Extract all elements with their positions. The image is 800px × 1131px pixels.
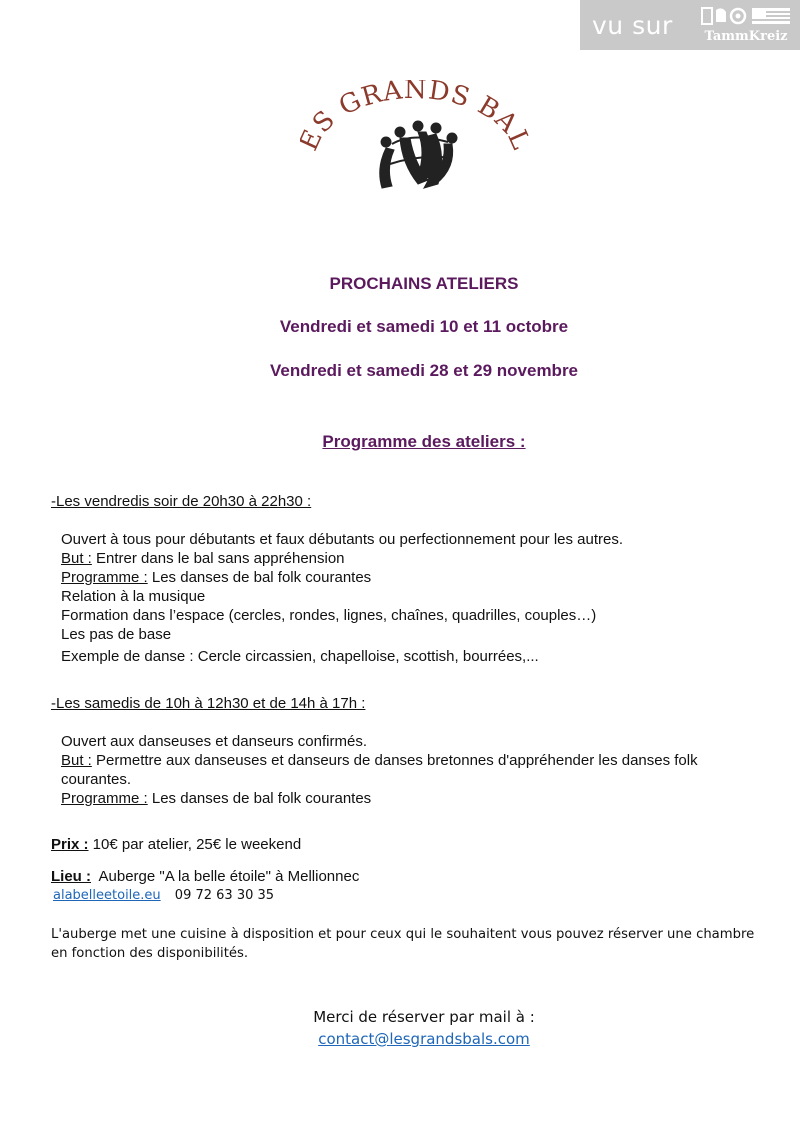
badge-text: vu sur	[592, 10, 673, 40]
lieu-label: Lieu :	[51, 868, 91, 885]
prix-text: 10€ par atelier, 25€ le weekend	[88, 836, 302, 853]
logo-text: S GRANDS BA	[307, 80, 524, 140]
friday-intro: Ouvert à tous pour débutants et faux débutants ou perfectionnement pour les autres.	[61, 531, 624, 548]
friday-heading: -Les vendredis soir de 20h30 à 22h30 :	[51, 493, 312, 510]
lieu-text: Auberge "A la belle étoile" à Mellionnec	[91, 868, 360, 885]
reservation-email-line	[0, 1030, 800, 1048]
programme-text: Les danses de bal folk courantes	[147, 790, 372, 807]
but-text: Entrer dans le bal sans appréhension	[91, 550, 345, 567]
saturday-but	[61, 751, 751, 789]
friday-exemple: Exemple de danse : Cercle circassien, chapelloise, scottish, bourrées,...	[61, 648, 539, 665]
programme-label: Programme :	[61, 790, 148, 807]
programme-title: Programme des ateliers :	[322, 432, 526, 451]
website-link[interactable]: alabelleetoile.eu	[53, 888, 161, 903]
saturday-intro: Ouvert aux danseuses et danseurs confirmés.	[61, 733, 367, 750]
saturday-heading: -Les samedis de 10h à 12h30 et de 14h à 17h :	[51, 695, 366, 712]
date-november: Vendredi et samedi 28 et 29 novembre	[269, 361, 579, 380]
programme-text: Les danses de bal folk courantes	[147, 569, 372, 586]
lieu-line	[51, 868, 359, 885]
saturday-programme	[61, 789, 761, 808]
prix-label: Prix :	[51, 836, 89, 853]
saturday-block	[61, 732, 761, 808]
friday-pas: Les pas de base	[61, 626, 172, 643]
friday-formation: Formation dans l’espace (cercles, rondes, lignes, chaînes, quadrilles, couples…)	[61, 607, 597, 624]
reservation-text: Merci de réserver par mail à :	[313, 1008, 535, 1026]
dancers-logo-icon	[300, 80, 530, 210]
page-title: PROCHAINS ATELIERS	[329, 274, 519, 293]
but-label: But :	[61, 752, 92, 769]
friday-relation: Relation à la musique	[61, 588, 206, 605]
tammkreiz-icon	[700, 6, 792, 28]
lieu-contact	[53, 888, 274, 903]
phone-number: 09 72 63 30 35	[174, 888, 275, 903]
but-label: But :	[61, 550, 92, 567]
tammkreiz-badge[interactable]	[580, 0, 800, 50]
badge-brand: TammKreiz	[704, 29, 788, 44]
svg-text:LES GRANDS BALS	[300, 80, 530, 155]
but-text: Permettre aux danseuses et danseurs de danses bretonnes d'appréhender les danses folk courantes.	[61, 752, 698, 788]
friday-block	[61, 530, 761, 666]
friday-but	[61, 549, 761, 568]
les-grands-bals-logo	[300, 80, 530, 210]
prix-line	[51, 836, 301, 853]
tammkreiz-logo	[700, 6, 792, 44]
email-link[interactable]: contact@lesgrandsbals.com	[318, 1030, 530, 1048]
friday-programme	[61, 568, 761, 587]
auberge-note: L'auberge met une cuisine à disposition et pour ceux qui le souhaitent vous pouvez réserver une chambre en fonction des disponibilités.	[51, 927, 755, 961]
date-october: Vendredi et samedi 10 et 11 octobre	[279, 317, 569, 336]
programme-label: Programme :	[61, 569, 148, 586]
